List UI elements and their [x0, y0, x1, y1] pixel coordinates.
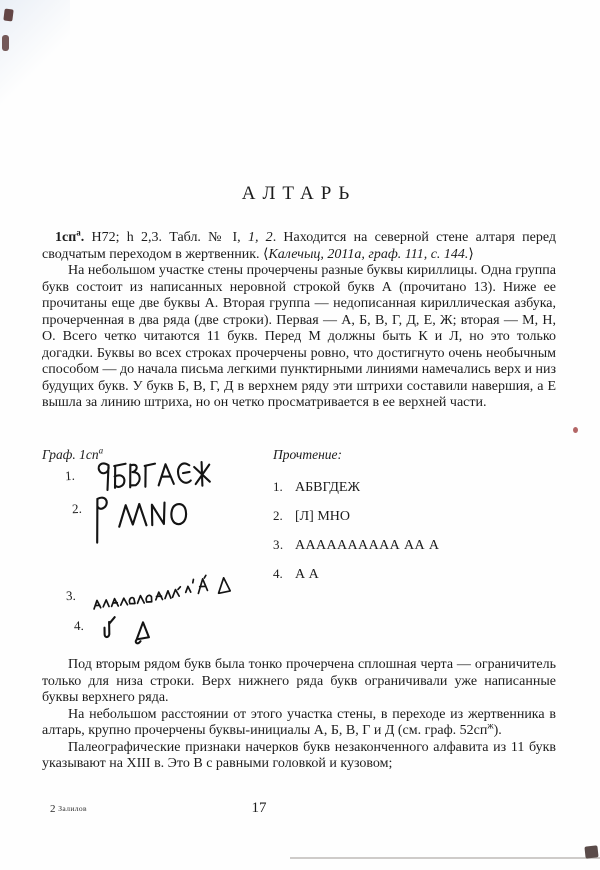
citation-bracket-close: ⟩ [468, 246, 474, 262]
figure-numbers: 1, 2 [247, 230, 273, 245]
initials-paragraph: На небольшом расстоянии от этого участка стены, в переходе из жертвенника в алтарь, крупно прочерчены буквы-инициалы А, Б, В, Г и Д (см. граф. $52сп^ж$). [42, 706, 556, 738]
scan-artifact [290, 857, 600, 859]
underline-note-paragraph: Под вторым рядом букв была тонко прочерчена сплошная черта — ограничитель только для низа строки. Верх нижнего ряда букв ограничивали уже написанные буквы верхнего ряда. [42, 657, 556, 705]
entry-location: . Находится на северной стене алтаря перед сводчатым переходом в жертвенник. [42, 230, 557, 262]
reading-number: 4. [273, 566, 283, 581]
reading-text: А А [295, 567, 319, 582]
citation: Калечыц, 2011а, граф. 111, с. 144. [268, 246, 469, 262]
print-signature-name: Залилов [58, 804, 87, 813]
reading-item [273, 479, 360, 496]
description-paragraph: На небольшом участке стены прочерчены разные буквы кириллицы. Одна группа букв состоит из написанных неровной строкой букв А (прочитано 13). Ниже ее прочитаны еще две буквы А. Вторая группа — недописанная кириллическая азбука, прочерченная в два ряда (две строки). Первая — А, Б, В, Г, Д, Е, Ж; вторая — М, Н, О. Всего четко читаются 11 букв. Перед М должны быть К и Л, но это только догадки. Буквы во всех строках прочерчены ровно, что достигнуто очень необычным способом — до начала письма легкими пунктирными линиями намечались верх и низ будущих букв. У букв Б, В, Г, Д в верхнем ряду эти штрихи составили навершия, а Е вышла за линию штриха, но он четко просматривается в ее верхней части. [42, 263, 556, 410]
reading-text: АБВГДЕЖ [295, 480, 360, 495]
page-title: АЛТАРЬ [241, 183, 357, 204]
citation-bracket-open: ⟨ [263, 246, 269, 262]
reading-header: Прочтение: [273, 447, 343, 462]
graph-header-superscript: а [98, 445, 104, 456]
reading-number: 3. [273, 537, 284, 552]
graffiti-drawing-row-2 [90, 492, 193, 548]
graffiti-item-number: 3. [65, 587, 76, 604]
page-footer [42, 800, 556, 820]
reading-item [273, 566, 319, 583]
graph-left-header: Граф. $1сп^а$ [42, 445, 104, 462]
entry-meta: Н72; h 2,3. Табл. № I, [84, 230, 248, 245]
entry-code-superscript: а [76, 227, 81, 238]
page-number: 17 [251, 800, 267, 816]
upper-text-block [42, 227, 557, 412]
reading-text: [Л] МНО [295, 509, 350, 524]
scan-artifact [3, 8, 13, 21]
scan-artifact [573, 427, 578, 433]
lower-text-block [42, 657, 556, 773]
entry-paragraph [42, 227, 557, 263]
reading-text: АААААААААА АА А [295, 538, 440, 553]
graffiti-item-number: 1. [64, 467, 76, 484]
initials-superscript: ж [487, 720, 494, 731]
reading-item [273, 508, 350, 525]
reading-item [273, 537, 439, 554]
graffiti-item-number: 2. [71, 500, 83, 517]
graph-section [42, 447, 556, 653]
reading-number: 2. [273, 508, 283, 523]
scan-artifact [2, 35, 9, 51]
graffiti-drawing-row-4 [97, 609, 178, 648]
entry-code: $1сп^а$. [55, 227, 85, 245]
paleography-paragraph: Палеографические признаки начерков букв незаконченного алфавита из 11 букв указывают на XIII в. Это В с равными головкой и кузовом; [42, 739, 556, 771]
graffiti-item-number: 4. [73, 617, 84, 634]
graffiti-drawing-row-1 [93, 455, 216, 497]
print-signature: 2 Залилов [50, 803, 87, 815]
reading-number: 1. [273, 479, 283, 494]
